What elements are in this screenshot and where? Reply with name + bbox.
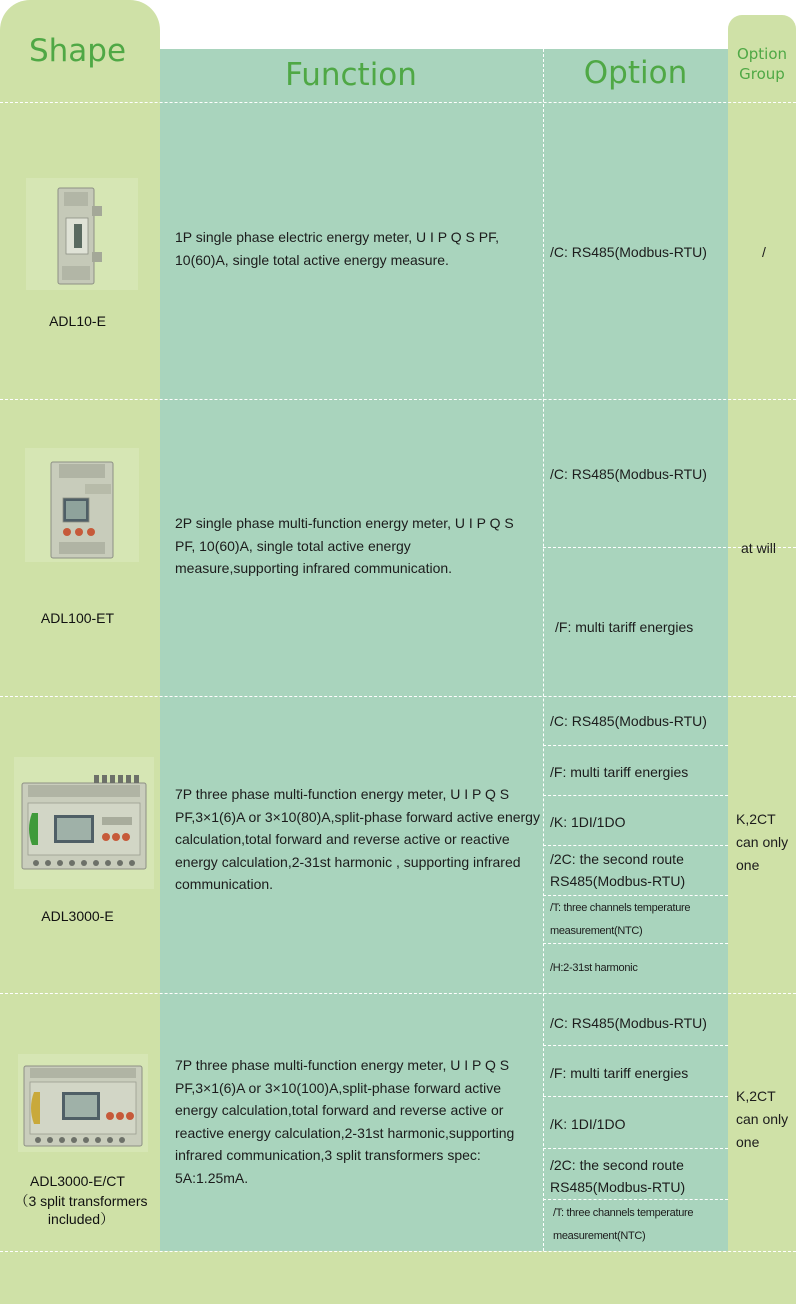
row-divider (0, 399, 796, 400)
option-item: /K: 1DI/1DO (550, 1116, 626, 1132)
option-item: /C: RS485(Modbus-RTU) (550, 244, 707, 260)
row-divider (0, 993, 796, 994)
meter-image-adl3000-e-ct (18, 1054, 148, 1152)
option-item: /F: multi tariff energies (550, 764, 689, 780)
model-name: ADL3000-E (41, 908, 114, 924)
option-item: /2C: the second route RS485(Modbus-RTU) (550, 851, 686, 889)
function-text: 7P three phase multi-function energy meter, U I P Q S PF,3×1(6)A or 3×10(80)A,split-phase forward active energy calculation,total forward and reverse active or reactive energy calculation,2-31st harmonic , supporting infrared communication. (175, 786, 540, 892)
option-item: /T: three channels temperature measurement(NTC) (550, 902, 691, 937)
option-divider (543, 943, 728, 944)
option-item: /K: 1DI/1DO (550, 814, 626, 830)
row-divider (0, 696, 796, 697)
option-divider (543, 1199, 728, 1200)
option-group-header: Option Group (736, 45, 788, 83)
option-group-value: K,2CT can only one (736, 811, 789, 873)
model-name: ADL10-E (49, 313, 106, 329)
meter-image-adl10-e (26, 178, 138, 290)
option-item: /F: multi tariff energies (550, 1065, 689, 1081)
model-note: （3 split transformers included） (14, 1193, 148, 1227)
shape-header: Shape (28, 33, 127, 69)
option-group-value: / (762, 244, 766, 260)
option-divider (543, 1148, 728, 1149)
option-item: /C: RS485(Modbus-RTU) (550, 713, 707, 729)
meter-image-adl100-et (25, 448, 139, 562)
function-header: Function (285, 57, 417, 93)
option-item: /C: RS485(Modbus-RTU) (550, 466, 707, 482)
option-divider (543, 1096, 728, 1097)
option-divider (543, 795, 728, 796)
option-group-value: K,2CT can only one (736, 1088, 789, 1150)
option-item: /F: multi tariff energies (555, 619, 694, 635)
option-item: /C: RS485(Modbus-RTU) (550, 1015, 707, 1031)
option-item: /H:2-31st harmonic (550, 962, 638, 974)
option-group-value: at will (741, 540, 777, 556)
function-text: 1P single phase electric energy meter, U I P Q S PF, 10(60)A, single total active energy measure. (175, 229, 499, 268)
row-divider (0, 1251, 796, 1252)
option-divider (543, 895, 728, 896)
meter-image-adl3000-e (14, 757, 154, 889)
option-header: Option (583, 55, 688, 91)
option-item: /T: three channels temperature measurement(NTC) (553, 1207, 694, 1242)
option-divider (543, 1045, 728, 1046)
row-divider (0, 102, 796, 103)
model-name: ADL3000-E/CT (30, 1173, 125, 1189)
model-name: ADL100-ET (40, 610, 115, 626)
function-text: 7P three phase multi-function energy meter, U I P Q S PF,3×1(6)A or 3×10(100)A,split-phase forward active energy calculation,total forward and reverse active or reactive energy calculation,2-31st harmonic,supporting infrared communication,3 split transformers spec: 5A:1.25mA. (175, 1057, 515, 1186)
column-divider (543, 49, 544, 1251)
table-footer-bar (0, 1251, 796, 1304)
option-divider (543, 745, 728, 746)
function-text: 2P single phase multi-function energy meter, U I P Q S PF, 10(60)A, single total active energy measure,supporting infrared communication. (175, 515, 514, 576)
option-item: /2C: the second route RS485(Modbus-RTU) (550, 1157, 686, 1195)
option-divider (543, 845, 728, 846)
